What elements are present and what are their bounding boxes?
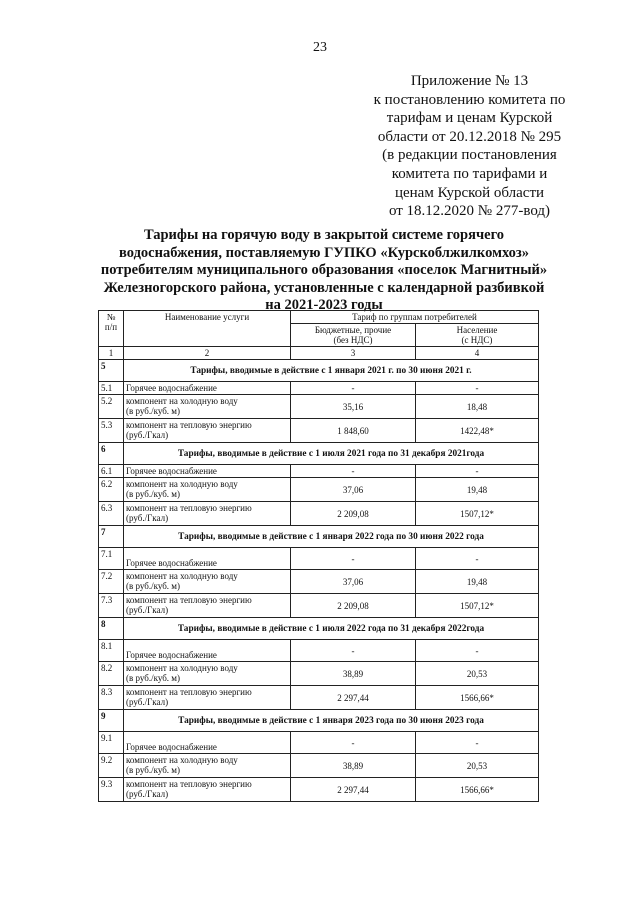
section-row xyxy=(99,443,539,465)
row-number: 8.1 xyxy=(99,640,124,662)
row-population-value: - xyxy=(416,732,539,754)
row-population-value: 1422,48* xyxy=(416,419,539,443)
table-row xyxy=(99,778,539,802)
row-service: компонент на тепловую энергию (руб./Гкал) xyxy=(124,594,291,618)
row-number: 5.1 xyxy=(99,382,124,395)
appendix-line: комитета по тарифами и xyxy=(391,165,548,182)
table-row xyxy=(99,548,539,570)
row-population-value: 20,53 xyxy=(416,754,539,778)
row-budget-value: 38,89 xyxy=(291,662,416,686)
appendix-line: ценам Курской области xyxy=(394,184,545,201)
row-budget-value: 37,06 xyxy=(291,478,416,502)
row-number: 9.1 xyxy=(99,732,124,754)
appendix-line: Приложение № 13 xyxy=(410,73,529,89)
row-service: компонент на тепловую энергию (руб./Гкал) xyxy=(124,686,291,710)
column-number: 1 xyxy=(99,347,124,360)
table-row xyxy=(99,419,539,443)
row-number: 8.2 xyxy=(99,662,124,686)
row-number: 9.3 xyxy=(99,778,124,802)
section-row xyxy=(99,526,539,548)
section-number: 6 xyxy=(99,443,124,465)
row-budget-value: - xyxy=(291,465,416,478)
row-service: Горячее водоснабжение xyxy=(124,465,291,478)
row-number: 8.3 xyxy=(99,686,124,710)
appendix-line: от 18.12.2020 № 277-вод) xyxy=(388,203,551,220)
header-service: Наименование услуги xyxy=(124,311,291,347)
title-line: Железногорского района, установленные с календарной разбивкой xyxy=(103,279,545,296)
row-service: Горячее водоснабжение xyxy=(124,732,291,754)
row-population-value: 1507,12* xyxy=(416,502,539,526)
row-population-value: 19,48 xyxy=(416,570,539,594)
appendix-line: к постановлению комитета по xyxy=(373,91,566,108)
row-population-value: 1566,66* xyxy=(416,686,539,710)
row-service: Горячее водоснабжение xyxy=(124,640,291,662)
section-number: 9 xyxy=(99,710,124,732)
row-population-value: - xyxy=(416,548,539,570)
header-population: Население (с НДС) xyxy=(416,324,539,347)
row-population-value: 1507,12* xyxy=(416,594,539,618)
row-service: компонент на тепловую энергию (руб./Гкал) xyxy=(124,502,291,526)
document-title xyxy=(90,227,558,315)
row-service: компонент на холодную воду (в руб./куб. м) xyxy=(124,662,291,686)
header-budget: Бюджетные, прочие (без НДС) xyxy=(291,324,416,347)
section-title: Тарифы, вводимые в действие с 1 июля 2021 года по 31 декабря 2021года xyxy=(124,443,539,465)
table-row xyxy=(99,594,539,618)
row-budget-value: - xyxy=(291,382,416,395)
column-number: 4 xyxy=(416,347,539,360)
table-row xyxy=(99,465,539,478)
row-number: 6.3 xyxy=(99,502,124,526)
row-population-value: 20,53 xyxy=(416,662,539,686)
row-service: Горячее водоснабжение xyxy=(124,548,291,570)
section-row xyxy=(99,618,539,640)
row-budget-value: 37,06 xyxy=(291,570,416,594)
row-budget-value: - xyxy=(291,640,416,662)
table-header-row xyxy=(99,311,539,324)
row-number: 5.3 xyxy=(99,419,124,443)
row-service: компонент на холодную воду (в руб./куб. м) xyxy=(124,754,291,778)
table-row xyxy=(99,382,539,395)
row-population-value: 1566,66* xyxy=(416,778,539,802)
row-budget-value: - xyxy=(291,548,416,570)
row-service: компонент на тепловую энергию (руб./Гкал) xyxy=(124,778,291,802)
table-row xyxy=(99,570,539,594)
row-population-value: 18,48 xyxy=(416,395,539,419)
table-row xyxy=(99,662,539,686)
appendix-line: тарифам и ценам Курской xyxy=(386,110,553,127)
table-row xyxy=(99,754,539,778)
column-number: 2 xyxy=(124,347,291,360)
section-title: Тарифы, вводимые в действие с 1 января 2021 г. по 30 июня 2021 г. xyxy=(124,360,539,382)
row-service: компонент на холодную воду (в руб./куб. м) xyxy=(124,570,291,594)
appendix-line: области от 20.12.2018 № 295 xyxy=(377,128,562,145)
row-number: 7.3 xyxy=(99,594,124,618)
row-number: 5.2 xyxy=(99,395,124,419)
title-line: водоснабжения, поставляемую ГУПКО «Курскоблжилкомхоз» xyxy=(119,244,529,261)
table-row xyxy=(99,732,539,754)
page-number: 23 xyxy=(313,40,327,55)
row-number: 6.1 xyxy=(99,465,124,478)
row-service: компонент на холодную воду (в руб./куб. м) xyxy=(124,478,291,502)
row-service: компонент на холодную воду (в руб./куб. м) xyxy=(124,395,291,419)
column-number-row xyxy=(99,347,539,360)
row-budget-value: 38,89 xyxy=(291,754,416,778)
section-number: 8 xyxy=(99,618,124,640)
row-number: 7.1 xyxy=(99,548,124,570)
title-line: потребителям муниципального образования «поселок Магнитный» xyxy=(100,262,548,279)
header-number: № п/п xyxy=(99,311,124,347)
section-title: Тарифы, вводимые в действие с 1 января 2022 года по 30 июня 2022 года xyxy=(124,526,539,548)
row-budget-value: 35,16 xyxy=(291,395,416,419)
table-row xyxy=(99,502,539,526)
row-budget-value: - xyxy=(291,732,416,754)
section-title: Тарифы, вводимые в действие с 1 января 2023 года по 30 июня 2023 года xyxy=(124,710,539,732)
row-population-value: 19,48 xyxy=(416,478,539,502)
row-service: Горячее водоснабжение xyxy=(124,382,291,395)
title-line: Тарифы на горячую воду в закрытой системе горячего xyxy=(143,227,505,243)
row-budget-value: 2 297,44 xyxy=(291,778,416,802)
row-budget-value: 2 209,08 xyxy=(291,594,416,618)
section-number: 7 xyxy=(99,526,124,548)
table-row xyxy=(99,640,539,662)
section-row xyxy=(99,710,539,732)
header-tariff-group: Тариф по группам потребителей xyxy=(291,311,539,324)
row-number: 9.2 xyxy=(99,754,124,778)
row-service: компонент на тепловую энергию (руб./Гкал) xyxy=(124,419,291,443)
column-number: 3 xyxy=(291,347,416,360)
row-number: 6.2 xyxy=(99,478,124,502)
appendix-note xyxy=(362,72,577,221)
row-number: 7.2 xyxy=(99,570,124,594)
appendix-line: (в редакции постановления xyxy=(382,147,557,164)
row-budget-value: 2 297,44 xyxy=(291,686,416,710)
section-number: 5 xyxy=(99,360,124,382)
tariff-table xyxy=(98,310,539,802)
table-row xyxy=(99,478,539,502)
row-budget-value: 1 848,60 xyxy=(291,419,416,443)
table-row xyxy=(99,686,539,710)
section-row xyxy=(99,360,539,382)
title-line: на 2021-2023 годы xyxy=(265,297,383,314)
section-title: Тарифы, вводимые в действие с 1 июля 2022 года по 31 декабря 2022года xyxy=(124,618,539,640)
row-population-value: - xyxy=(416,640,539,662)
table-row xyxy=(99,395,539,419)
row-budget-value: 2 209,08 xyxy=(291,502,416,526)
row-population-value: - xyxy=(416,465,539,478)
row-population-value: - xyxy=(416,382,539,395)
tariff-table-body xyxy=(99,311,539,802)
